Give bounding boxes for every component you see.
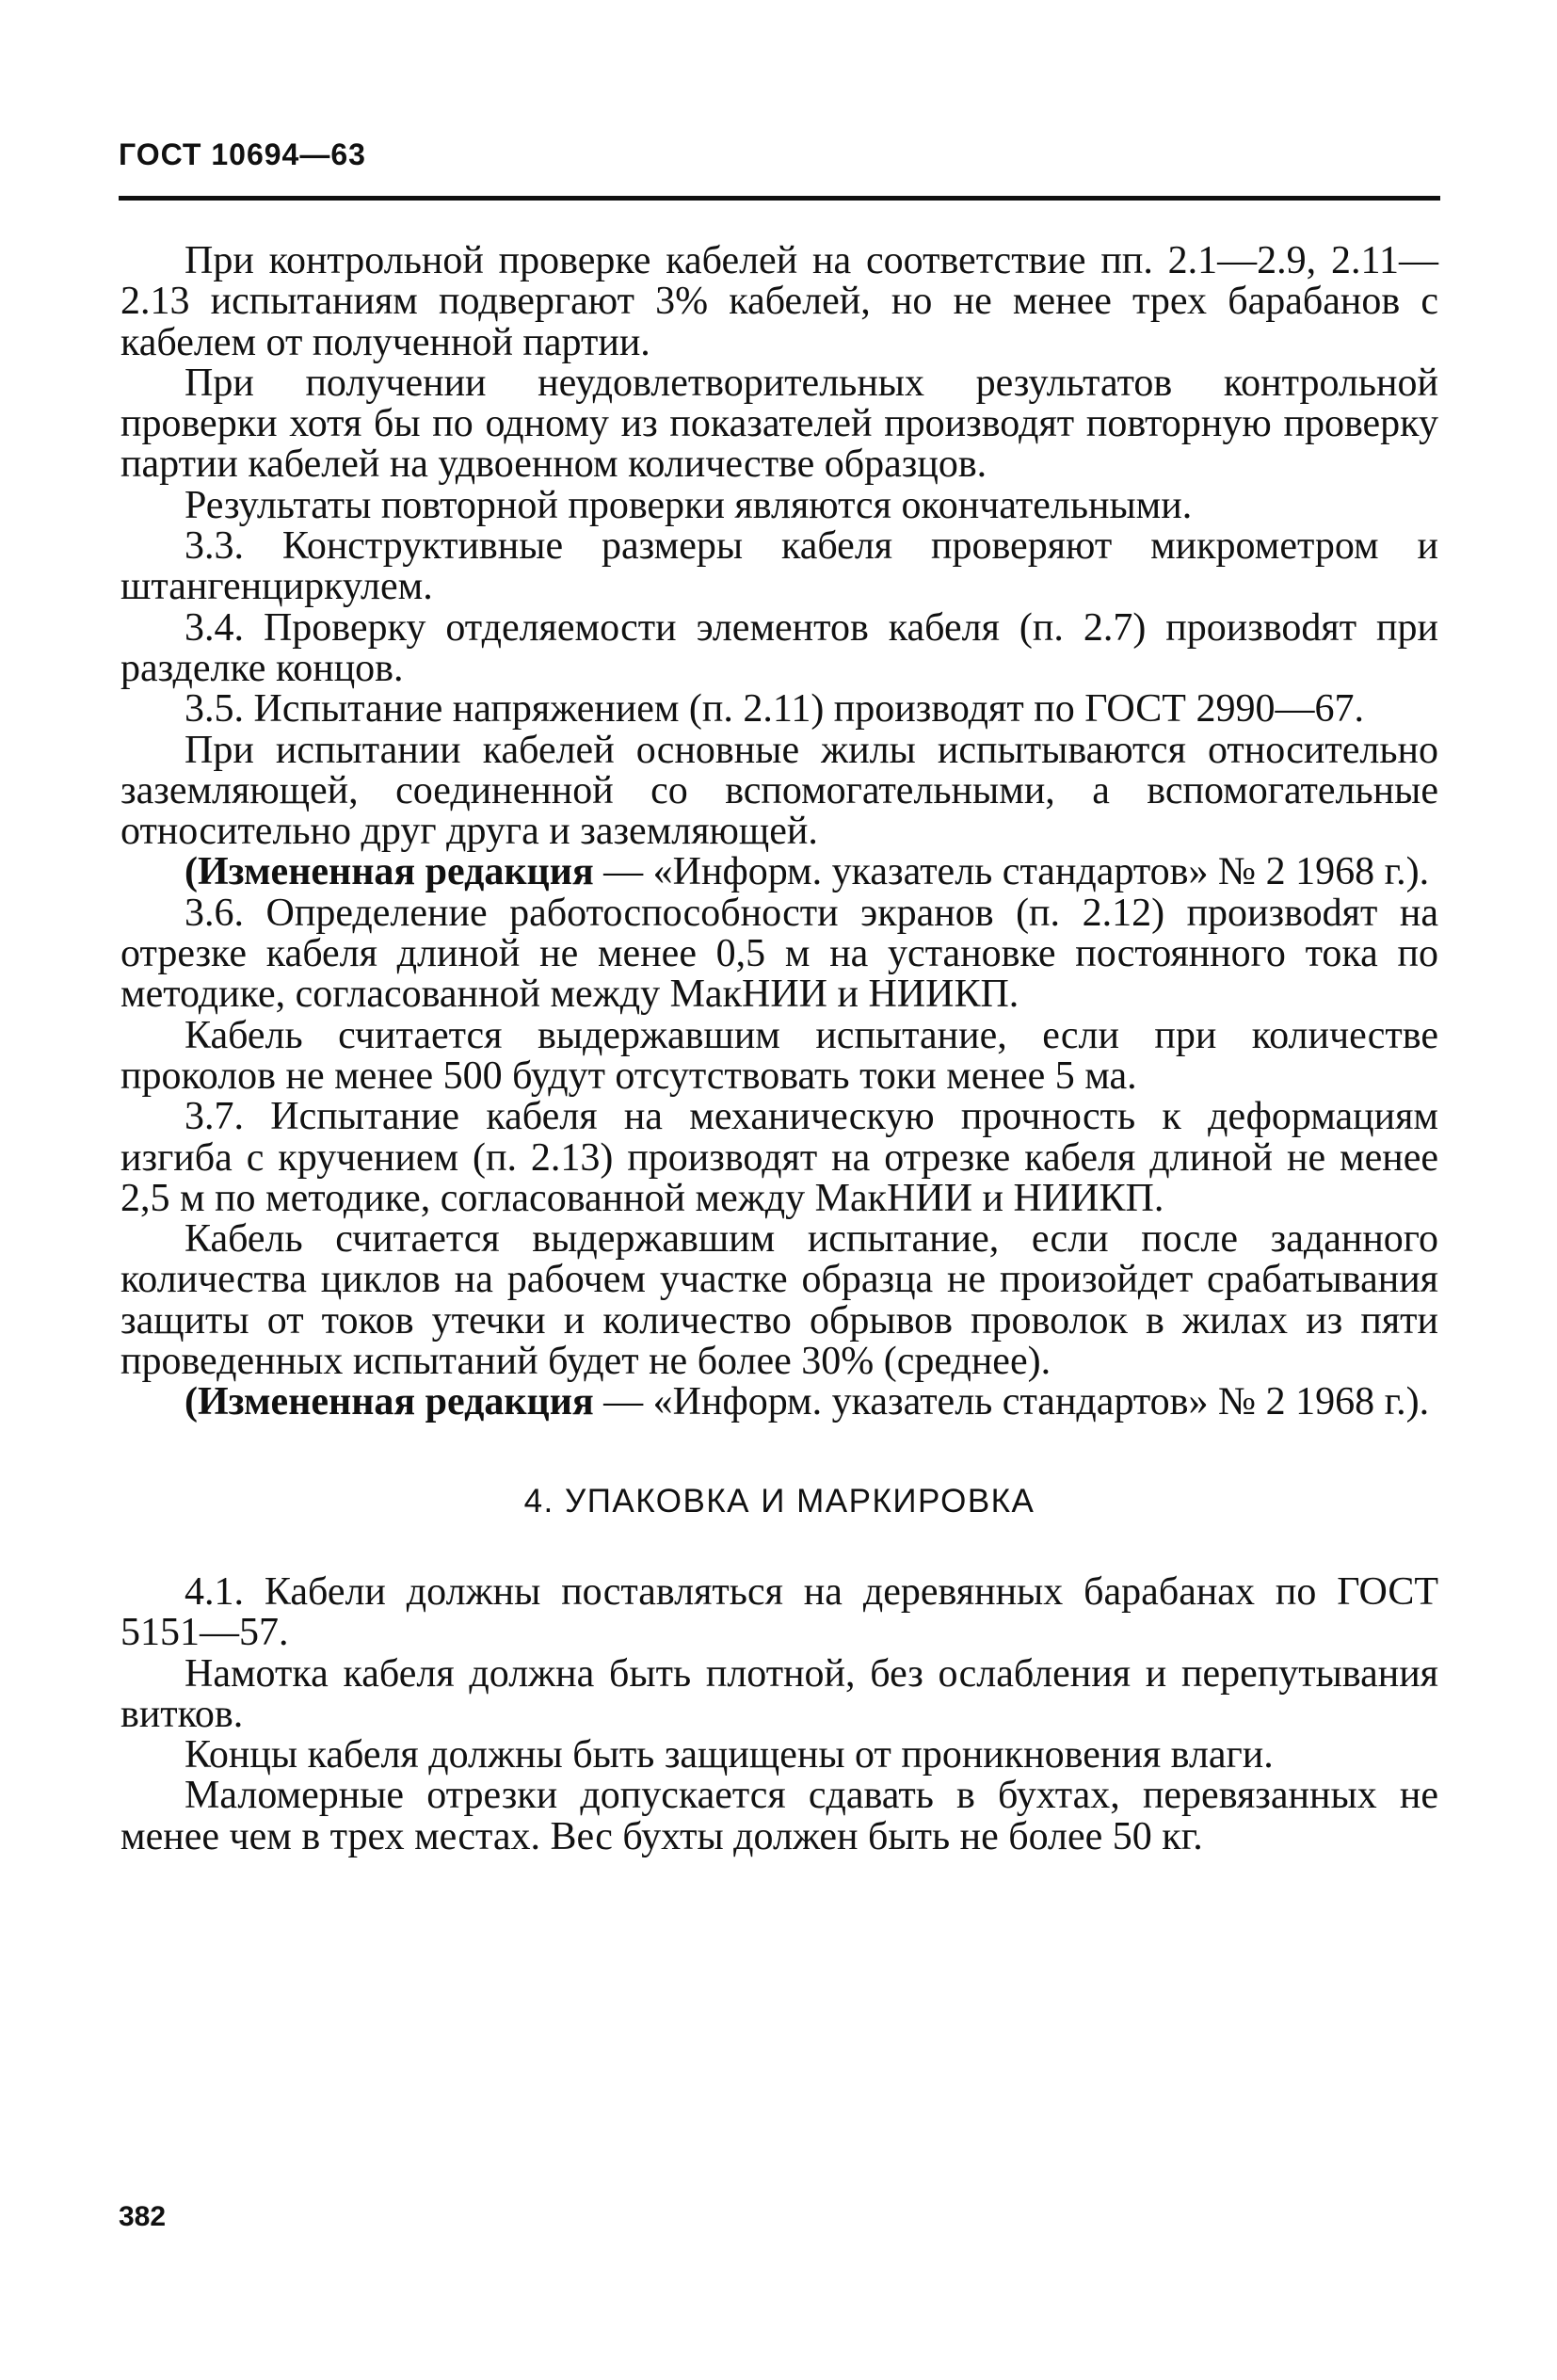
paragraph: Концы кабеля должны быть защищены от проникновения влаги. bbox=[185, 1733, 1274, 1777]
paragraph: Кабель считается выдержавшим испытание, если после заданного количества циклов на рабочем участке образца не произойдет срабатывания защиты от токов утечки и количество обрывов проволок в жилах из пяти проведенных испытаний будет не более 30% (среднее). bbox=[120, 1217, 1438, 1384]
paragraph: 3.7. Испытание кабеля на механическую прочность к деформациям изгиба с кручением (п. 2.13) производят на отрезке кабеля длиной не менее 2,5 м по методике, согласованной между МакНИИ и НИИКП. bbox=[120, 1095, 1438, 1220]
amendment-note bbox=[120, 1382, 1438, 1423]
paragraph: 3.6. Определение работоспособности экранов (п. 2.12) произвоdят на отрезке кабеля длиной не менее 0,5 м на установке постоянного тока по методике, согласованной между МакНИИ и НИИКП. bbox=[120, 891, 1438, 1017]
paragraph: Кабель считается выдержавшим испытание, если при количестве проколов не менее 500 будут отсутствовать токи менее 5 ма. bbox=[120, 1013, 1438, 1098]
header-rule bbox=[119, 196, 1440, 201]
paragraph: Намотка кабеля должна быть плотной, без ослабления и перепутывания витков. bbox=[120, 1651, 1438, 1736]
paragraph: При получении неудовлетворительных результатов контрольной проверки хотя бы по одному из показателей производят повторную проверку партии кабелей на удвоенном количестве образцов. bbox=[120, 361, 1438, 487]
paragraph: Результаты повторной проверки являются окончательными. bbox=[185, 483, 1193, 527]
paragraph: Маломерные отрезки допускается сдавать в бухтах, перевязанных не менее чем в трех местах. Вес бухты должен быть не более 50 кг. bbox=[120, 1774, 1438, 1858]
section-heading: 4. УПАКОВКА И МАРКИРОВКА bbox=[523, 1482, 1035, 1520]
paragraph: 3.3. Конструктивные размеры кабеля проверяют микрометром и штангенциркулем. bbox=[120, 524, 1438, 609]
amendment-note-text: — «Информ. указатель стандартов» № 2 1968 г.). bbox=[593, 850, 1430, 894]
page-number: 382 bbox=[119, 2201, 167, 2232]
document-body bbox=[120, 241, 1438, 1857]
amendment-note-text: — «Информ. указатель стандартов» № 2 1968 г.). bbox=[593, 1380, 1430, 1424]
running-header: ГОСТ 10694—63 bbox=[119, 137, 366, 171]
paragraph: При испытании кабелей основные жилы испытываются относительно заземляющей, соединенной со вспомогательными, а вспомогательные относительно друг друга и заземляющей. bbox=[120, 728, 1438, 854]
paragraph: 4.1. Кабели должны поставляться на деревянных барабанах по ГОСТ 5151—57. bbox=[120, 1569, 1438, 1655]
paragraph: 3.4. Проверку отделяемости элементов кабеля (п. 2.7) произвоdят при разделке концов. bbox=[120, 605, 1438, 690]
paragraph: При контрольной проверке кабелей на соответствие пп. 2.1—2.9, 2.11—2.13 испытаниям подвергают 3% кабелей, но не менее трех барабанов с кабелем от полученной партии. bbox=[120, 239, 1438, 364]
amendment-note bbox=[120, 852, 1438, 892]
paragraph: 3.5. Испытание напряжением (п. 2.11) производят по ГОСТ 2990—67. bbox=[185, 687, 1364, 732]
amendment-note-label: (Измененная редакция bbox=[185, 850, 594, 894]
amendment-note-label: (Измененная редакция bbox=[185, 1380, 594, 1424]
